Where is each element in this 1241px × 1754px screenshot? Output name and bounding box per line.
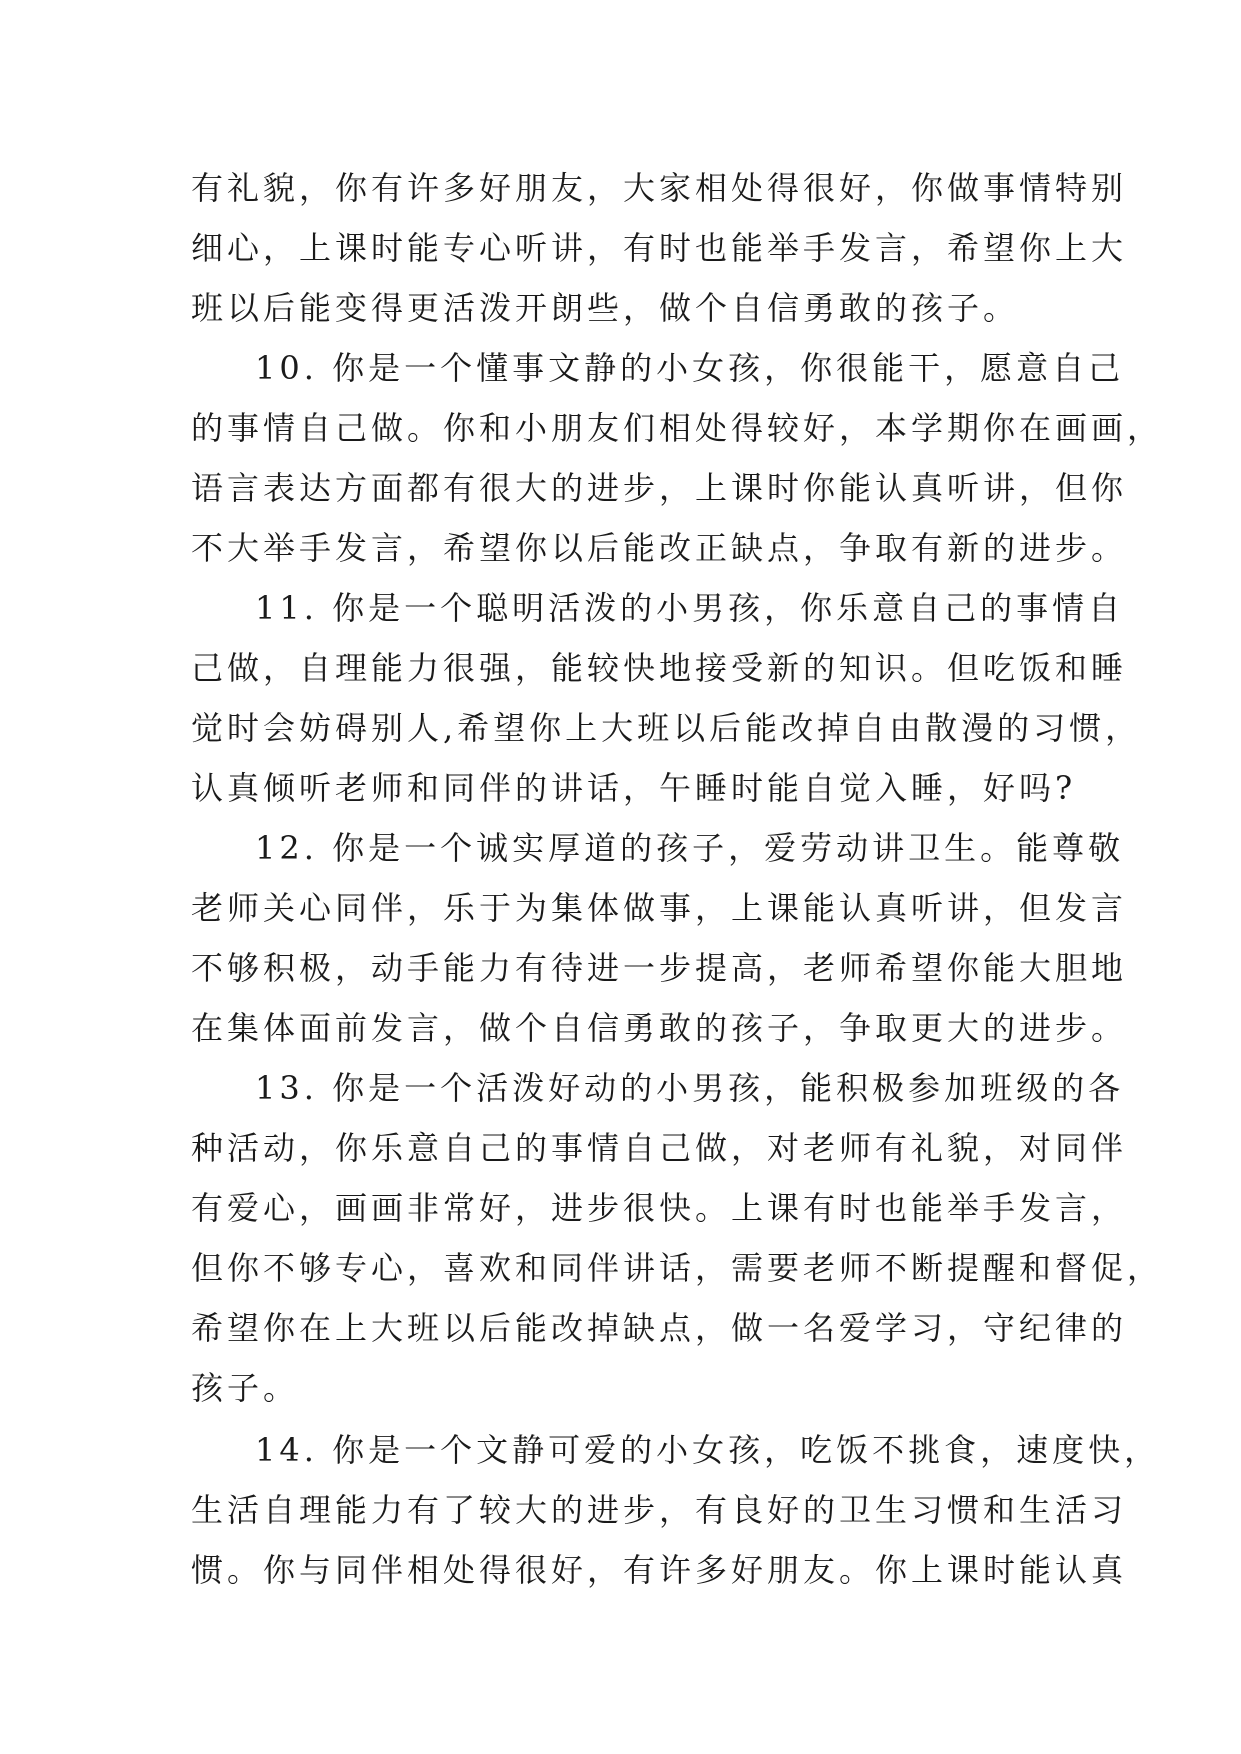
text-line: 班以后能变得更活泼开朗些，做个自信勇敢的孩子。 [191,289,1020,327]
paragraph-start-line: 13. 你是一个活泼好动的小男孩，能积极参加班级的各 [255,1069,1125,1107]
text-line: 孩子。 [191,1369,300,1407]
text-line: 生活自理能力有了较大的进步，有良好的卫生习惯和生活习 [191,1491,1128,1529]
text-line: 在集体面前发言，做个自信勇敢的孩子，争取更大的进步。 [191,1009,1128,1047]
text-line: 语言表达方面都有很大的进步，上课时你能认真听讲，但你 [191,469,1128,507]
text-line: 但你不够专心，喜欢和同伴讲话，需要老师不断提醒和督促， [191,1249,1164,1287]
text-line: 有礼貌，你有许多好朋友，大家相处得很好，你做事情特别 [191,169,1128,207]
text-line: 的事情自己做。你和小朋友们相处得较好，本学期你在画画， [191,409,1164,447]
text-line: 有爱心，画画非常好，进步很快。上课有时也能举手发言， [191,1189,1128,1227]
paragraph-start-line: 14. 你是一个文静可爱的小女孩，吃饭不挑食，速度快， [255,1431,1161,1469]
paragraph-start-line: 11. 你是一个聪明活泼的小男孩，你乐意自己的事情自 [255,589,1125,627]
paragraph-start-line: 10. 你是一个懂事文静的小女孩，你很能干，愿意自己 [255,349,1125,387]
text-line: 认真倾听老师和同伴的讲话，午睡时能自觉入睡，好吗? [191,769,1077,807]
text-line: 己做，自理能力很强，能较快地接受新的知识。但吃饭和睡 [191,649,1128,687]
text-line: 种活动，你乐意自己的事情自己做，对老师有礼貌，对同伴 [191,1129,1128,1167]
text-line: 觉时会妨碍别人,希望你上大班以后能改掉自由散漫的习惯， [191,709,1142,747]
text-line: 不够积极，动手能力有待进一步提高，老师希望你能大胆地 [191,949,1128,987]
text-line: 细心，上课时能专心听讲，有时也能举手发言，希望你上大 [191,229,1128,267]
text-line: 老师关心同伴，乐于为集体做事，上课能认真听讲，但发言 [191,889,1128,927]
text-line: 希望你在上大班以后能改掉缺点，做一名爱学习，守纪律的 [191,1309,1128,1347]
text-line: 不大举手发言，希望你以后能改正缺点，争取有新的进步。 [191,529,1128,567]
paragraph-start-line: 12. 你是一个诚实厚道的孩子，爱劳动讲卫生。能尊敬 [255,829,1125,867]
text-line: 惯。你与同伴相处得很好，有许多好朋友。你上课时能认真 [191,1551,1128,1589]
